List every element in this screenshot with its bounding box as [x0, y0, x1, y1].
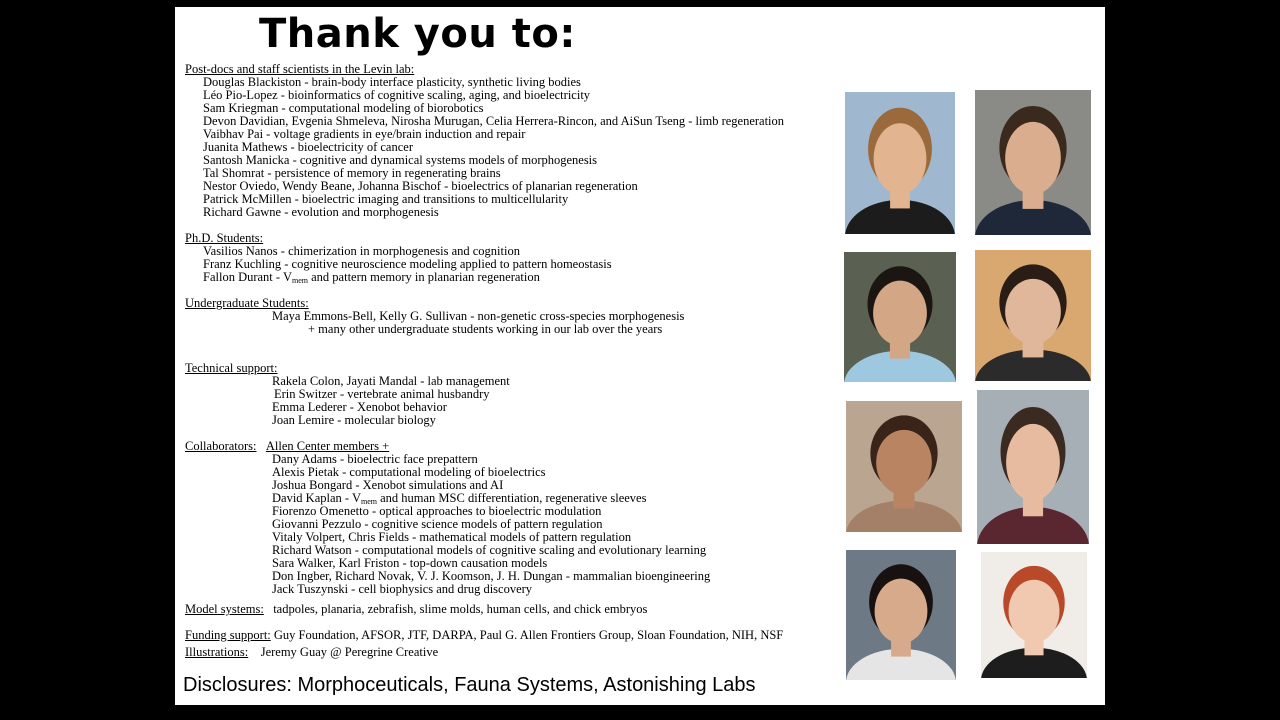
list-item: Rakela Colon, Jayati Mandal - lab management	[272, 374, 510, 388]
list-item: Fiorenzo Omenetto - optical approaches to bioelectric modulation	[272, 504, 602, 518]
list-item: Erin Switzer - vertebrate animal husbandry	[274, 387, 490, 401]
list-item: Jack Tuszynski - cell biophysics and drug discovery	[272, 582, 533, 596]
portrait-illustration	[846, 550, 956, 680]
disclosures: Disclosures: Morphoceuticals, Fauna Systems, Astonishing Labs	[183, 674, 756, 696]
portrait-illustration	[975, 90, 1091, 235]
list-item: Léo Pio-Lopez - bioinformatics of cognitive scaling, aging, and bioelectricity	[203, 88, 591, 102]
list-item: Patrick McMillen - bioelectric imaging and transitions to multicellularity	[203, 192, 569, 206]
model-systems-text: tadpoles, planaria, zebrafish, slime molds, human cells, and chick embryos	[273, 602, 648, 616]
list-item: Richard Gawne - evolution and morphogenesis	[203, 205, 439, 219]
portrait-photo-7	[846, 550, 956, 680]
acknowledgements-list	[185, 63, 845, 659]
illustrations-text: Jeremy Guay @ Peregrine Creative	[260, 645, 439, 659]
list-item: Alexis Pietak - computational modeling of bioelectrics	[272, 465, 546, 479]
slide-title: Thank you to:	[259, 11, 576, 57]
list-item: Richard Watson - computational models of cognitive scaling and evolutionary learning	[272, 543, 707, 557]
section-heading-illustrations: Illustrations:	[185, 645, 249, 659]
list-item: Emma Lederer - Xenobot behavior	[272, 400, 447, 414]
list-item: Sara Walker, Karl Friston - top-down causation models	[272, 556, 548, 570]
subscript: mem	[292, 276, 308, 285]
item-text: and pattern memory in planarian regeneration	[308, 270, 540, 284]
list-item: Vasilios Nanos - chimerization in morphogenesis and cognition	[203, 244, 520, 258]
portrait-face	[1009, 580, 1060, 643]
item-text: and human MSC differentiation, regenerative sleeves	[376, 491, 647, 505]
portrait-face	[1005, 122, 1061, 194]
portrait-face	[875, 579, 928, 644]
list-item: Tal Shomrat - persistence of memory in regenerating brains	[203, 166, 501, 180]
portrait-illustration	[975, 250, 1091, 381]
portrait-face	[876, 430, 932, 496]
portrait-face	[1005, 279, 1061, 345]
illustrations-row	[185, 646, 845, 659]
item-text: Fallon Durant - V	[203, 270, 292, 284]
list-item: Devon Davidian, Evgenia Shmeleva, Nirosha Murugan, Celia Herrera-Rincon, and AiSun Tseng - limb regeneration	[203, 114, 785, 128]
list-item: Joshua Bongard - Xenobot simulations and AI	[272, 478, 504, 492]
section-heading-model-systems: Model systems:	[185, 602, 264, 616]
list-item: + many other undergraduate students working in our lab over the years	[308, 322, 663, 336]
portrait-photo-1	[845, 92, 955, 234]
portrait-photo-5	[846, 401, 962, 532]
model-systems-row	[185, 603, 845, 616]
portrait-face	[874, 123, 927, 194]
section-heading-funding: Funding support:	[185, 628, 271, 642]
section-heading-collaborators: Collaborators:	[185, 439, 257, 453]
subscript: mem	[360, 497, 377, 506]
portrait-photo-3	[844, 252, 956, 382]
allen-center-label: Allen Center members +	[265, 439, 390, 453]
funding-row	[185, 629, 845, 642]
portrait-illustration	[845, 92, 955, 234]
list-item: Joan Lemire - molecular biology	[272, 413, 436, 427]
list-item: Franz Kuchling - cognitive neuroscience modeling applied to pattern homeostasis	[203, 257, 612, 271]
section-heading-undergrad: Undergraduate Students:	[185, 296, 309, 310]
portrait-illustration	[844, 252, 956, 382]
list-item: Don Ingber, Richard Novak, V. J. Koomson, J. H. Dungan - mammalian bioengineering	[272, 569, 711, 583]
portrait-illustration	[981, 552, 1087, 678]
list-item: Maya Emmons-Bell, Kelly G. Sullivan - non-genetic cross-species morphogenesis	[272, 309, 685, 323]
list-item: Vaibhav Pai - voltage gradients in eye/brain induction and repair	[203, 127, 526, 141]
item-text: David Kaplan - V	[272, 491, 361, 505]
section-heading-phd: Ph.D. Students:	[185, 231, 264, 245]
list-item-fallon	[185, 271, 845, 284]
section-heading-technical: Technical support:	[185, 361, 278, 375]
list-item: Nestor Oviedo, Wendy Beane, Johanna Bischof - bioelectrics of planarian regeneration	[203, 179, 638, 193]
section-heading-postdocs: Post-docs and staff scientists in the Levin lab:	[185, 62, 415, 76]
list-item: Santosh Manicka - cognitive and dynamical systems models of morphogenesis	[203, 153, 598, 167]
list-item: Vitaly Volpert, Chris Fields - mathematical models of pattern regulation	[272, 530, 632, 544]
portrait-illustration	[846, 401, 962, 532]
portrait-face	[1006, 424, 1060, 501]
list-item: Dany Adams - bioelectric face prepattern	[272, 452, 478, 466]
portrait-photo-4	[975, 250, 1091, 381]
list-item: Douglas Blackiston - brain-body interface plasticity, synthetic living bodies	[203, 75, 581, 89]
list-item: Sam Kriegman - computational modeling of biorobotics	[203, 101, 484, 115]
funding-text: Guy Foundation, AFSOR, JTF, DARPA, Paul G. Allen Frontiers Group, Sloan Foundation, NIH, NSF	[273, 628, 784, 642]
slide	[175, 7, 1105, 705]
portrait-photo-8	[981, 552, 1087, 678]
portrait-photo-6	[977, 390, 1089, 544]
list-item: Giovanni Pezzulo - cognitive science models of pattern regulation	[272, 517, 603, 531]
portrait-photo-2	[975, 90, 1091, 235]
portrait-face	[873, 281, 927, 346]
portrait-illustration	[977, 390, 1089, 544]
list-item: Juanita Mathews - bioelectricity of cancer	[203, 140, 413, 154]
